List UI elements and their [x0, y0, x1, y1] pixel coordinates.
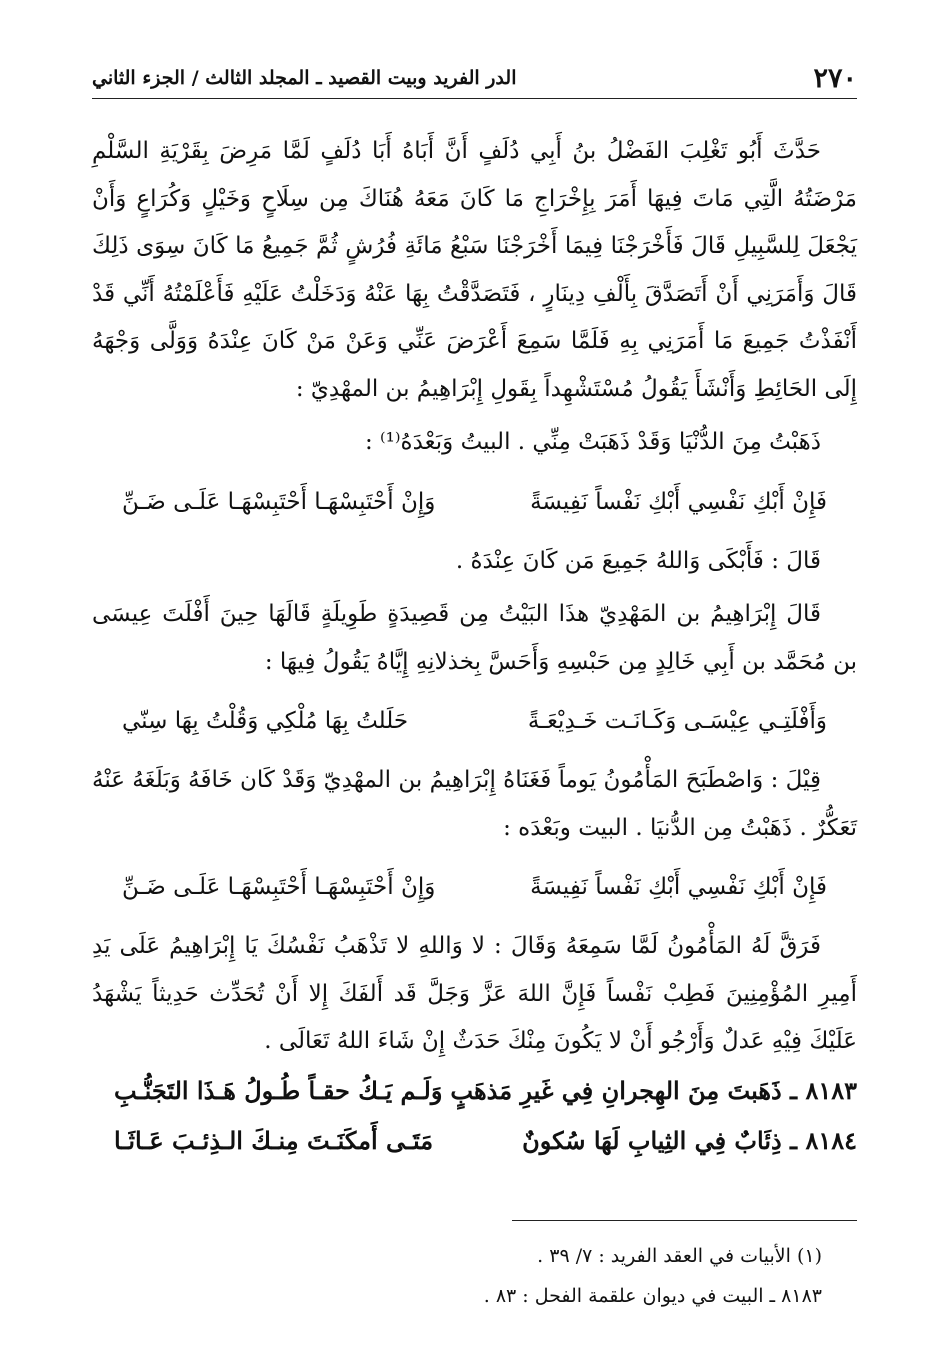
verse-second-hemistich: حَلَلتُ بِهَا مُلْكِي وَقُلْتُ بِهَا سِنّي — [122, 708, 409, 734]
verse-first-hemistich: وَأَفْلَتِـي عِيْسَـى وَكَـانَـت خَـدِيْعَـةً — [527, 708, 827, 734]
paragraph: قَالَ إِبْرَاهِيمُ بن المَهْدِيّ هذَا البَيْتُ مِن قَصِيدَةٍ طَوِيلَةٍ قَالَهَا حِينَ أَفْلَتَ عِيسَى بن مُحَمَّد بن أَبِي خَالِدٍ مِن حَبْسِهِ وَأَحَسَّ بِخذلانِهِ إِيَّاهُ يَقُولُ فِيهَا : — [92, 601, 857, 675]
verse-second-hemistich: وَإِنْ أَحْتَبِسْهَـا أَحْتَبِسْهَـا عَلَـى ضَـنِّ — [122, 488, 436, 515]
verse-second-hemistich: وَلَـم يَـكُ حقـاً طُـولُ هَـذَا التَجَنُّـبِ — [114, 1075, 443, 1105]
running-title: الدر الفريد وبيت القصيد ـ المجلد الثالث / الجزء الثاني — [92, 67, 517, 89]
numbered-verse — [92, 1066, 857, 1116]
footnote: ٨١٨٣ ـ البيت في ديوان علقمة الفحل : ٨٣ . — [483, 1285, 822, 1307]
verse-first-hemistich: فَإِنْ أَبْكِ نَفْسِي أَبْكِ نَفْساً نَفِيسَةً — [530, 874, 827, 900]
footnotes — [92, 1236, 822, 1316]
page-number: ٢٧٠ — [813, 62, 857, 94]
footnote-separator — [512, 1220, 857, 1221]
verse-first-hemistich: فَإِنْ أَبْكِ نَفْسِي أَبْكِ نَفْساً نَفِيسَةً — [530, 488, 827, 515]
paragraph: قِيْلَ : وَاصْطَبَحَ المَأْمُونُ يَوماً فَغَنَاهُ إِبْرَاهِيمُ بن المهْدِيّ وَقَدْ كَان خَافَهُ وَبَلَغَهُ عَنْهُ تَعَكُّرٌ . ذَهَبْتُ مِن الدُّنيَا . البيت وبَعْدَه : — [92, 767, 857, 841]
verse-line — [92, 698, 857, 745]
paragraph: قَالَ : فَأَبْكَى وَاللهُ جَمِيعَ مَن كَانَ عِنْدَهُ . — [455, 547, 821, 574]
paragraph: ذَهَبْتُ مِنَ الدُّنْيَا وَقَدْ ذَهَبَتْ مِنِّي . البيتُ وَبَعْدَهُ⁽¹⁾ : — [364, 429, 821, 455]
verse-second-hemistich: مَتَـى أَمكَنَـتَ مِنـكَ الـذِئـبَ عَـاثَـا — [114, 1125, 434, 1155]
verse-first-hemistich: ٨١٨٣ ـ ذَهَبتَ مِنَ الهِجرانِ فِي غَيرِ مَذهَبٍ — [450, 1075, 857, 1105]
main-text — [92, 128, 857, 1166]
verse-line — [92, 864, 857, 911]
numbered-verse — [92, 1116, 857, 1166]
verse-first-hemistich: ٨١٨٤ ـ ذِئَابٌ فِي الثِيابِ لَهَا سُكونٌ — [522, 1125, 857, 1155]
verse-line — [92, 479, 857, 526]
verse-second-hemistich: وَإِنْ أَحْتَبِسْهَـا أَحْتَبِسْهَـا عَلَـى ضَـنِّ — [122, 874, 436, 900]
page-header — [92, 58, 857, 99]
footnote: (١) الأبيات في العقد الفريد : ٧/ ٣٩ . — [537, 1245, 822, 1267]
paragraph: فَرَقَّ لَهُ المَأْمُونُ لَمَّا سَمِعَهُ وَقَالَ : لا وَاللهِ لا تَذْهَبُ نَفْسُكَ يَا إِبْرَاهِيمُ عَلَى يَدِ أَمِيرِ المُؤْمِنِينَ فَطِبْ نَفْساً فَإِنَّ اللهَ عَزَّ وَجَلَّ قَد أَلفَكَ إِلا أَنْ تُحَدِّث حَدِيثاً يَشْهَدُ عَلَيْكَ فِيْهِ عَدلٌ وَأَرْجُو أَنْ لا يَكُونَ مِنْكَ حَدَثٌ إِنْ شَاءَ اللهُ تَعَالَى . — [92, 933, 857, 1054]
paragraph: حَدَّثَ أَبُو تَغْلِبَ الفَضْلُ بنُ أَبِي دُلَفٍ أَنَّ أَبَاهُ أَبَا دُلَفٍ لَمَّا مَرِضَ بِقَرْيَةِ السَّلْمِ مَرْضَتُهُ الَّتِي مَاتَ فِيهَا أَمَرَ بِإِخْرَاجِ مَا كَانَ مَعَهُ هُنَاكَ مِن سِلَاحٍ وَخَيْلٍ وَكُرَاعٍ وَأَنْ يَجْعَلَ لِلسَّبِيلِ قَالَ فَأَخْرَجْنَا فِيمَا أَخْرَجْنَا سَبْعُ مَائَةِ فُرُشٍ ثُمَّ جَمِيعُ مَا كَانَ سِوَى ذَلِكَ قَالَ وَأَمَرَنِي أَنْ أَتَصَدَّقَ بِأَلْفِ دِينَارٍ ، فَتَصَدَّقْتُ بِهَا عَنْهُ وَدَخَلْتُ عَلَيْهِ فَأَعْلَمْتُهُ أَنِّي قَدْ أَنْفَذْتُ جَمِيعَ مَا أَمَرَنِي بِهِ فَلَمَّا سَمِعَ أَعْرَضَ عَنِّي وَعَنْ مَنْ كَانَ عِنْدَهُ وَوَلَّى وَجْهَهُ إِلَى الحَائِطِ وَأَنْشَأَ يَقُولُ مُسْتَشْهِداً بِقَولِ إِبْرَاهِيمُ بن المهْدِيّ : — [92, 138, 858, 402]
